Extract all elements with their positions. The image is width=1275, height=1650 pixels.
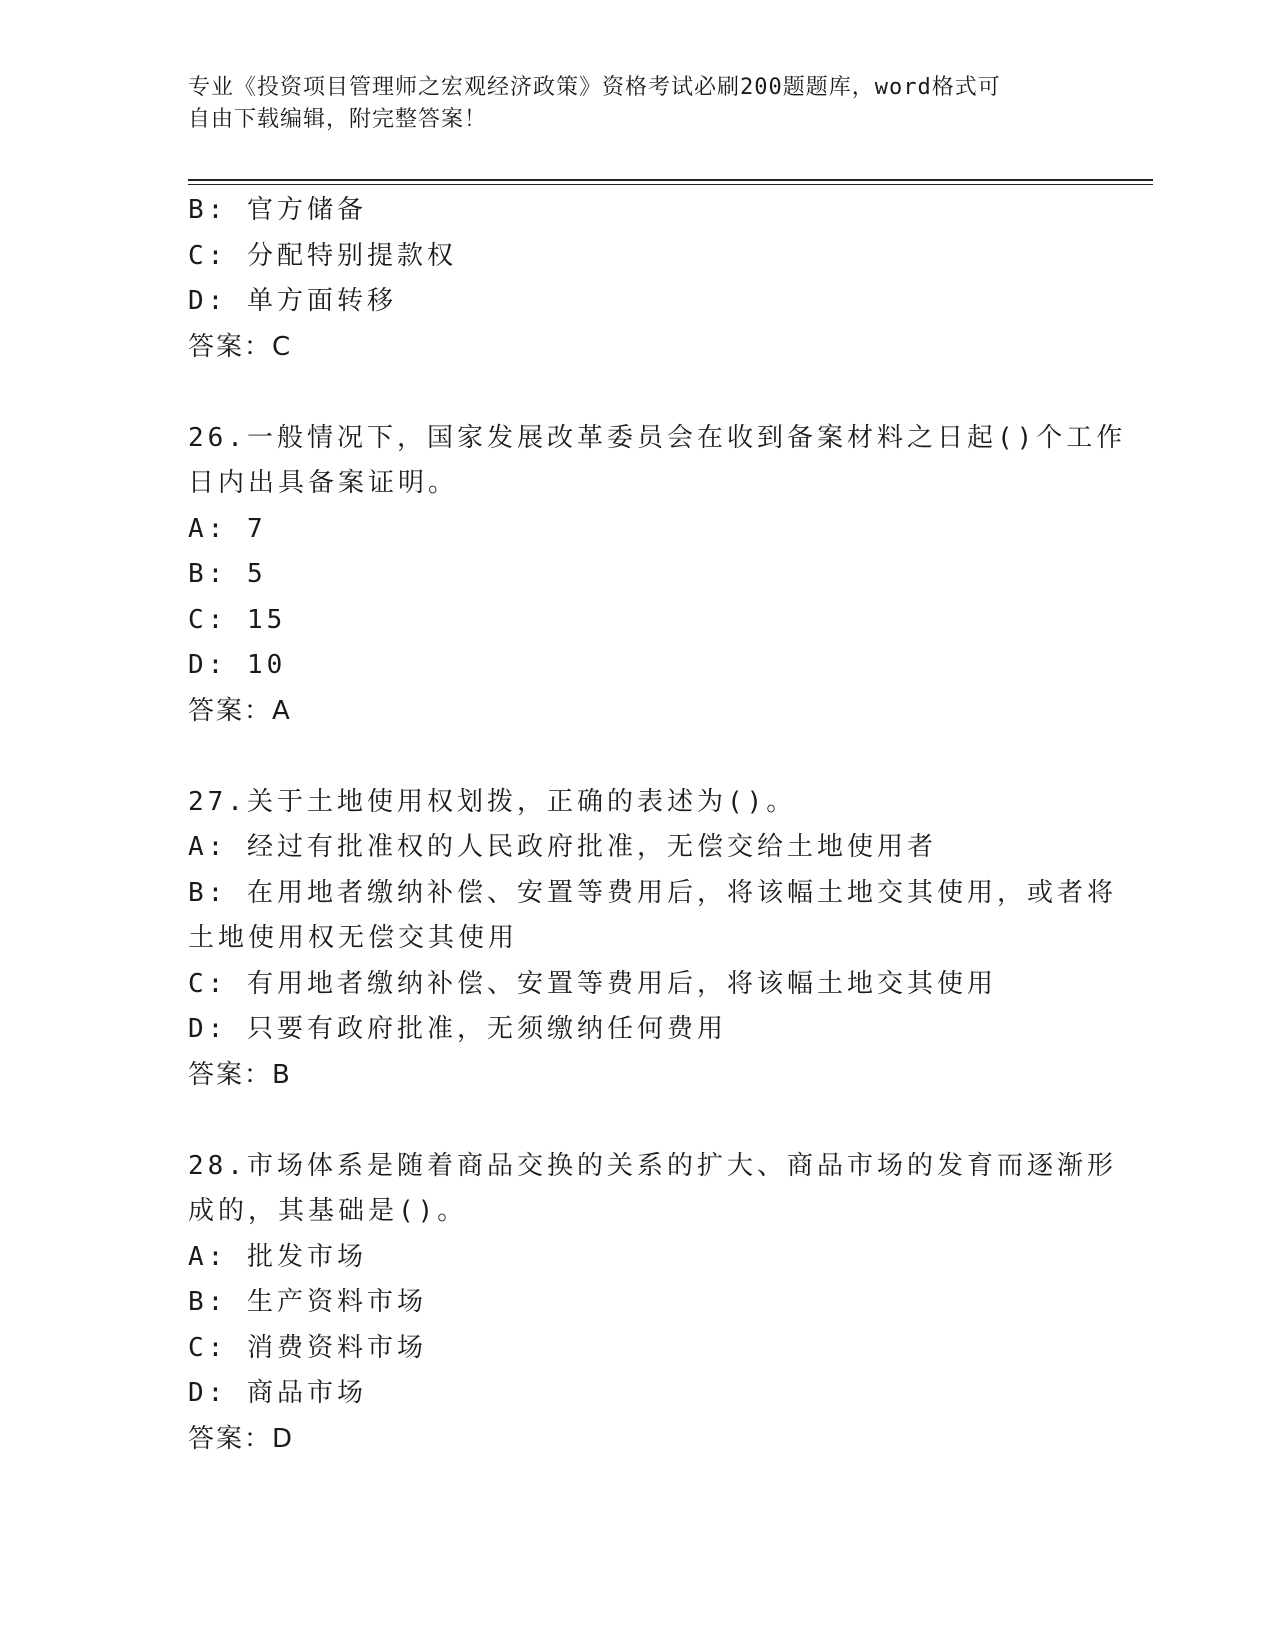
question-stem: 26.一般情况下，国家发展改革委员会在收到备案材料之日起()个工作 — [188, 422, 1127, 453]
answer-line: 答案：D — [188, 1423, 295, 1454]
option-line: A: 7 — [188, 513, 267, 544]
option-line: C: 分配特别提款权 — [188, 240, 457, 271]
spacer — [188, 734, 1088, 780]
question-block-27 — [188, 780, 1117, 1099]
question-stem: 27.关于土地使用权划拨，正确的表述为()。 — [188, 786, 797, 817]
header-line-2: 自由下载编辑，附完整答案！ — [188, 107, 488, 132]
answer-line: 答案：A — [188, 695, 292, 726]
option-line: A: 经过有批准权的人民政府批准，无偿交给土地使用者 — [188, 832, 937, 862]
option-line: C: 有用地者缴纳补偿、安置等费用后，将该幅土地交其使用 — [188, 968, 997, 999]
question-stem: 成的，其基础是()。 — [188, 1196, 468, 1226]
question-block-25 — [188, 188, 1088, 370]
option-line: A: 批发市场 — [188, 1241, 367, 1272]
option-line: D: 商品市场 — [188, 1378, 367, 1408]
answer-line: 答案：C — [188, 331, 293, 362]
option-line: B: 5 — [188, 559, 267, 589]
question-stem: 日内出具备案证明。 — [188, 468, 459, 498]
header-divider-thin — [188, 184, 1153, 185]
question-list — [188, 188, 1127, 1462]
option-line: B: 官方储备 — [188, 195, 367, 225]
spacer — [188, 370, 1088, 416]
option-line-continued: 土地使用权无偿交其使用 — [188, 923, 519, 953]
spacer — [188, 1098, 1088, 1144]
question-block-26 — [188, 416, 1127, 735]
answer-line: 答案：B — [188, 1059, 292, 1090]
document-header — [188, 72, 1088, 136]
question-block-28 — [188, 1144, 1117, 1463]
header-line-1: 专业《投资项目管理师之宏观经济政策》资格考试必刷200题题库，word格式可 — [188, 75, 1001, 100]
option-line: C: 消费资料市场 — [188, 1332, 427, 1363]
option-line: C: 15 — [188, 604, 287, 635]
option-line: B: 在用地者缴纳补偿、安置等费用后，将该幅土地交其使用，或者将 — [188, 877, 1117, 908]
option-line: D: 只要有政府批准，无须缴纳任何费用 — [188, 1014, 727, 1044]
option-line: D: 10 — [188, 650, 287, 680]
option-line: B: 生产资料市场 — [188, 1287, 427, 1317]
question-stem: 28.市场体系是随着商品交换的关系的扩大、商品市场的发育而逐渐形 — [188, 1150, 1117, 1181]
option-line: D: 单方面转移 — [188, 286, 397, 316]
header-divider-thick — [188, 179, 1153, 181]
